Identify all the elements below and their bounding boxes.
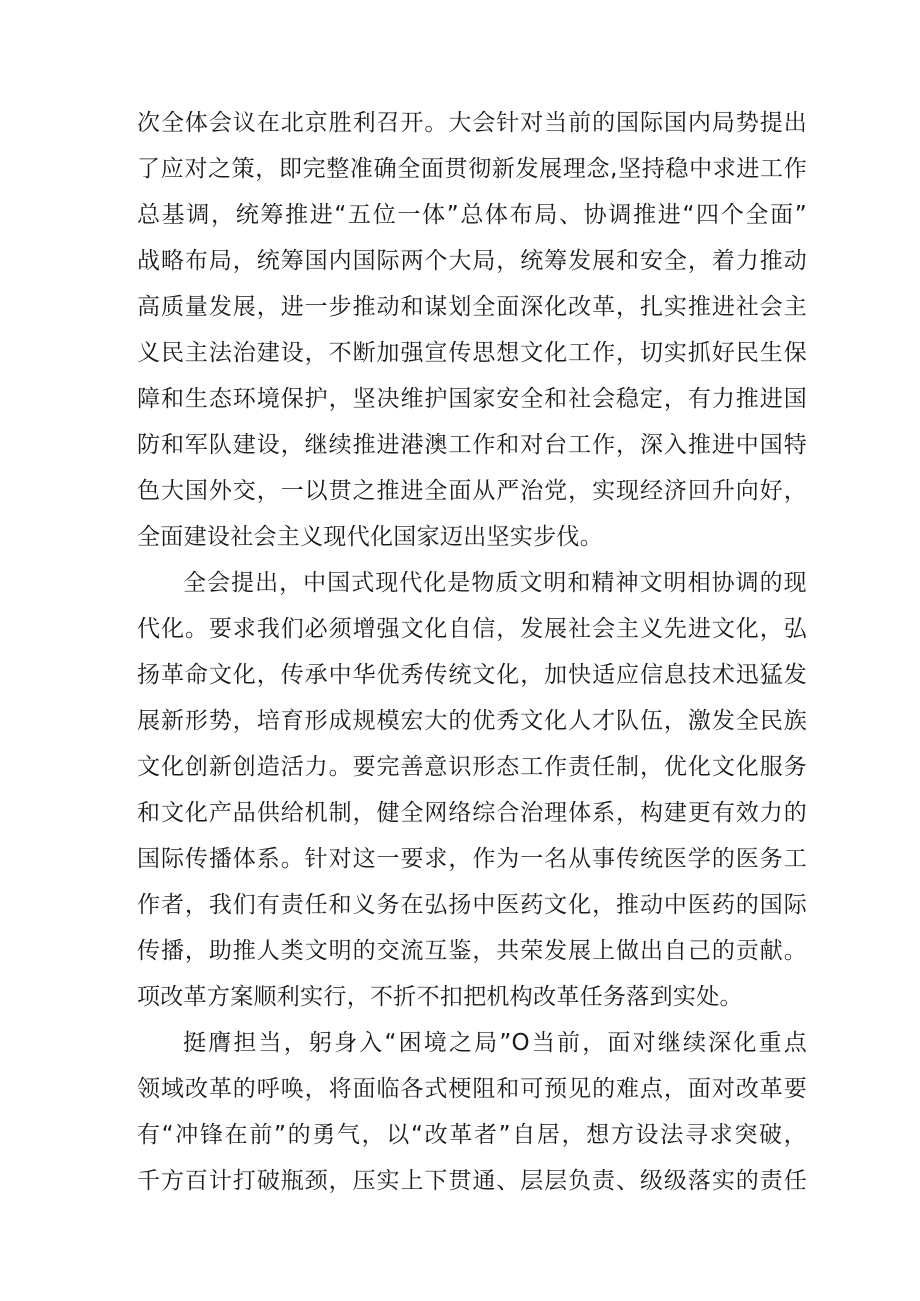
text-line: 色大国外交，一以贯之推进全面从严治党，实现经济回升向好， (137, 478, 807, 504)
body-text (137, 100, 807, 1204)
text-line: 国际传播体系。针对这一要求，作为一名从事传统医学的医务工 (137, 846, 807, 872)
text-line: 挺膺担当，躬身入“困境之局”O当前，面对继续深化重点 (183, 1030, 807, 1056)
text-line: 总基调，统筹推进“五位一体”总体布局、协调推进“四个全面” (137, 202, 807, 228)
text-line: 有“冲锋在前”的勇气，以“改革者”自居，想方设法寻求突破， (137, 1122, 807, 1148)
text-line: 全会提出，中国式现代化是物质文明和精神文明相协调的现 (183, 570, 807, 596)
text-line: 项改革方案顺利实行，不折不扣把机构改革任务落到实处。 (137, 984, 743, 1010)
text-line: 代化。要求我们必须增强文化自信，发展社会主义先进文化，弘 (137, 616, 807, 642)
text-line: 作者，我们有责任和义务在弘扬中医药文化，推动中医药的国际 (137, 892, 807, 918)
text-line: 和文化产品供给机制，健全网络综合治理体系，构建更有效力的 (137, 800, 807, 826)
text-line: 次全体会议在北京胜利召开。大会针对当前的国际国内局势提出 (137, 110, 807, 136)
text-line: 千方百计打破瓶颈，压实上下贯通、层层负责、级级落实的责任 (137, 1168, 807, 1194)
text-line: 义民主法治建设，不断加强宣传思想文化工作，切实抓好民生保 (137, 340, 807, 366)
text-line: 障和生态环境保护，坚决维护国家安全和社会稳定，有力推进国 (137, 386, 807, 412)
text-line: 文化创新创造活力。要完善意识形态工作责任制，优化文化服务 (137, 754, 807, 780)
text-line: 防和军队建设，继续推进港澳工作和对台工作，深入推进中国特 (137, 432, 807, 458)
text-line: 扬革命文化，传承中华优秀传统文化，加快适应信息技术迅猛发 (137, 662, 807, 688)
text-line: 战略布局，统筹国内国际两个大局，统筹发展和安全，着力推动 (137, 248, 807, 274)
text-line: 领域改革的呼唤，将面临各式梗阻和可预见的难点，面对改革要 (137, 1076, 807, 1102)
text-line: 全面建设社会主义现代化国家迈出坚实步伐。 (137, 524, 603, 550)
text-line: 展新形势，培育形成规模宏大的优秀文化人才队伍，激发全民族 (137, 708, 807, 734)
text-line: 传播，助推人类文明的交流互鉴，共荣发展上做出自己的贡献。 (137, 938, 807, 964)
text-line: 了应对之策，即完整准确全面贯彻新发展理念,坚持稳中求进工作 (137, 156, 807, 182)
text-line: 高质量发展，进一步推动和谋划全面深化改革，扎实推进社会主 (137, 294, 807, 320)
